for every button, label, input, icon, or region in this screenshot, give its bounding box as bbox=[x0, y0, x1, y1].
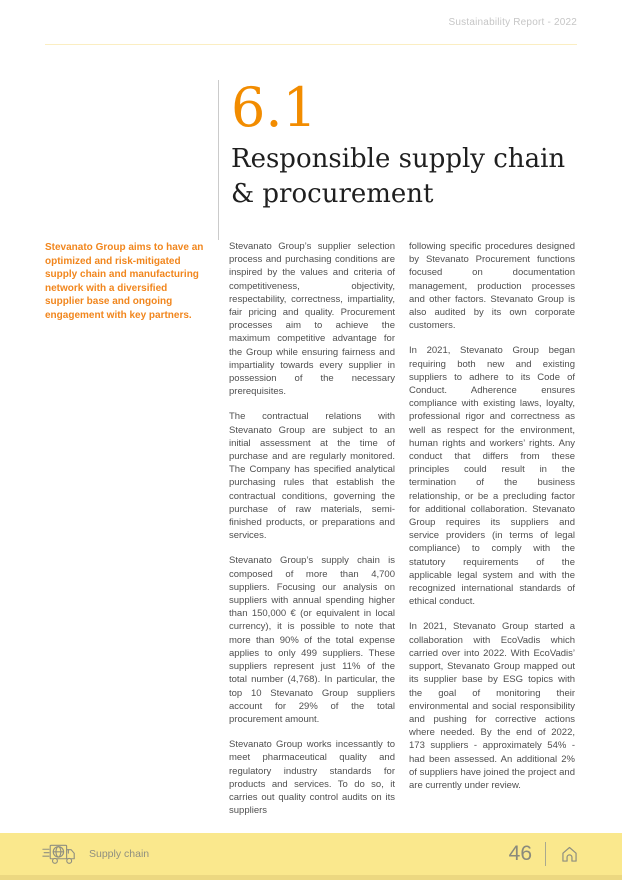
section-heading bbox=[218, 76, 566, 240]
section-title bbox=[231, 142, 565, 212]
section-number: 6.1 bbox=[231, 76, 317, 139]
report-header-title: Sustainability Report - 2022 bbox=[448, 17, 577, 28]
paragraph: following specific procedures designed by Stevanato Procurement functions focused on documentation management, production processes and other factors. Stevanato Group is also audited by its own corporate customers. bbox=[409, 241, 575, 332]
paragraph: In 2021, Stevanato Group began requiring both new and existing suppliers to adhere to its Code of Conduct. Adherence ensures compliance with existing laws, loyalty, professional rigor and correctness as well as respect for the environment, human rights and workers’ rights. Any conduct that differs from these principles could result in the termination of the business relationship, or be a precluding factor for additional collaboration. Stevanato Group requires its suppliers and service providers (in terms of legal compliance) to comply with the statutory requirements of the applicable legal system and with the recognized international standards of ethical conduct. bbox=[409, 345, 575, 608]
body-column-2 bbox=[409, 240, 575, 804]
footer-separator bbox=[545, 842, 546, 866]
footer-chapter-label: Supply chain bbox=[89, 848, 150, 860]
truck-icon bbox=[42, 842, 80, 866]
body-column-1 bbox=[229, 240, 395, 829]
paragraph: The contractual relations with Stevanato Group are subject to an initial assessment at the time of purchase and are regularly monitored. The Company has specified analytical purchasing rules that establish the contractual conditions, governing the purchase of raw materials, semi-finished products, or preparations and services. bbox=[229, 411, 395, 542]
footer-bar bbox=[0, 833, 622, 880]
home-icon[interactable] bbox=[559, 844, 580, 865]
footer-bottom-strip bbox=[0, 875, 622, 880]
page-number: 46 bbox=[508, 842, 532, 865]
footer-chapter bbox=[42, 833, 149, 875]
paragraph: Stevanato Group works incessantly to meet pharmaceutical quality and regulatory industry standards for products and services. To do so, it carries out quality control audits on its suppliers bbox=[229, 739, 395, 817]
section-title-line2: & procurement bbox=[231, 179, 434, 209]
sidebar-callout: Stevanato Group aims to have an optimized and risk-mitigated supply chain and manufacturing network with a diversified supplier base and ongoing engagement with key partners. bbox=[45, 242, 204, 321]
paragraph: Stevanato Group’s supplier selection process and purchasing conditions are inspired by the values and criteria of competitiveness, objectivity, respectability, correctness, impartiality, fair pricing and quality. Procurement processes aim to achieve the maximum competitive advantage for the Group while ensuring fairness and impartiality towards every supplier in possession of the necessary prerequisites. bbox=[229, 241, 395, 398]
paragraph: In 2021, Stevanato Group started a collaboration with EcoVadis which carried over into 2022. With EcoVadis’ support, Stevanato Group mapped out its supplier base by ESG topics with the goal of monitoring their environmental and social responsibility and pushing for corrective actions where needed. By the end of 2022, 173 suppliers - approximately 54% - had been assessed. An additional 2% of suppliers have joined the project and are currently under review. bbox=[409, 621, 575, 791]
section-title-line1: Responsible supply chain bbox=[231, 144, 566, 174]
footer-pagination bbox=[509, 833, 580, 875]
paragraph: Stevanato Group’s supply chain is composed of more than 4,700 suppliers. Focusing our analysis on suppliers with annual spending higher than 150,000 € (or equivalent in local currency), it is possible to note that more than 90% of the total expense applies to only 499 suppliers. These suppliers represent just 11% of the total number (4,768). In particular, the top 10 Stevanato Group suppliers account for 29% of the total procurement amount. bbox=[229, 555, 395, 725]
header-divider bbox=[45, 44, 577, 45]
